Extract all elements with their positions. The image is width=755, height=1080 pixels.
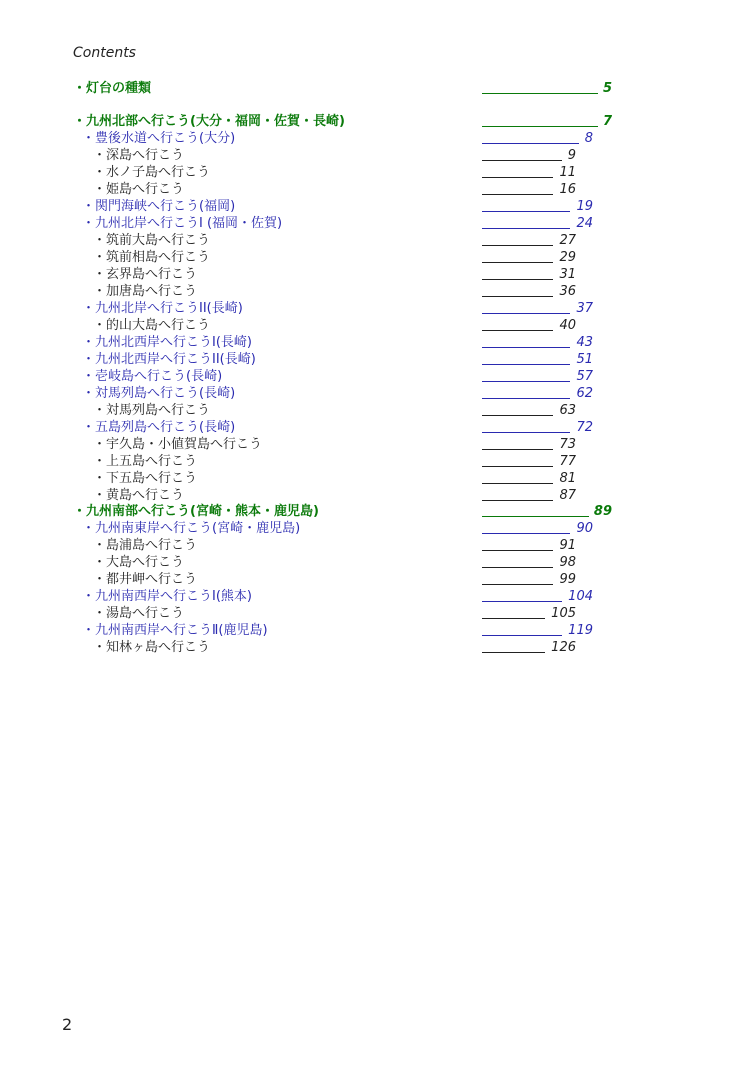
toc-entry-label: ・宇久島・小値賀島へ行こう [93, 437, 263, 452]
toc-leader-line [482, 160, 562, 161]
toc-entry-page: 63 [559, 403, 576, 418]
toc-entry[interactable] [0, 351, 755, 368]
toc-leader-line [482, 194, 553, 195]
toc-entry[interactable] [0, 622, 755, 639]
toc-entry-label: ・豊後水道へ行こう(大分) [82, 131, 236, 146]
toc-leader-line [482, 584, 553, 585]
toc-entry-page: 29 [559, 250, 576, 265]
toc-leader-line [482, 347, 570, 348]
toc-entry-page: 9 [567, 148, 576, 163]
toc-entry[interactable] [0, 215, 755, 232]
toc-entry-page: 77 [559, 454, 576, 469]
toc-entry-label: ・九州北岸へ行こうI (福岡・佐賀) [82, 216, 283, 231]
toc-entry[interactable] [0, 385, 755, 402]
toc-entry[interactable] [0, 487, 755, 504]
toc-entry-label: ・下五島へ行こう [93, 471, 198, 486]
toc-leader-line [482, 93, 598, 94]
toc-entry[interactable] [0, 300, 755, 317]
toc-leader-line [482, 635, 562, 636]
toc-entry-page: 104 [568, 589, 593, 604]
toc-entry-label: ・筑前相島へ行こう [93, 250, 211, 265]
toc-entry[interactable] [0, 402, 755, 419]
toc-entry-page: 89 [593, 504, 612, 519]
toc-leader-line [482, 143, 579, 144]
toc-entry-label: ・筑前大島へ行こう [93, 233, 211, 248]
toc-entry-label: ・黄島へ行こう [93, 488, 185, 503]
toc-leader-line [482, 550, 553, 551]
toc-leader-line [482, 601, 562, 602]
toc-entry[interactable] [0, 232, 755, 249]
toc-entry[interactable] [0, 503, 755, 520]
toc-entry[interactable] [0, 537, 755, 554]
toc-entry-label: ・九州南西岸へ行こうⅡ(鹿児島) [82, 623, 268, 638]
toc-leader-line [482, 618, 545, 619]
toc-leader-line [482, 177, 553, 178]
toc-leader-line [482, 652, 545, 653]
toc-entry[interactable] [0, 419, 755, 436]
toc-entry-page: 5 [602, 81, 612, 96]
toc-entry[interactable] [0, 571, 755, 588]
toc-entry[interactable] [0, 198, 755, 215]
toc-entry-label: ・九州北岸へ行こうII(長崎) [82, 301, 243, 316]
toc-entry[interactable] [0, 147, 755, 164]
toc-leader-line [482, 415, 553, 416]
toc-entry[interactable] [0, 436, 755, 453]
toc-entry-label: ・九州北西岸へ行こうII(長崎) [82, 352, 256, 367]
toc-leader-line [482, 533, 570, 534]
toc-entry-label: ・九州南東岸へ行こう(宮崎・鹿児島) [82, 521, 301, 536]
toc-entry-page: 105 [551, 606, 576, 621]
toc-entry-page: 91 [559, 538, 576, 553]
toc-leader-line [482, 483, 553, 484]
toc-entry[interactable] [0, 181, 755, 198]
toc-entry[interactable] [0, 249, 755, 266]
toc-entry-page: 37 [576, 301, 593, 316]
toc-entry-label: ・九州北西岸へ行こうI(長崎) [82, 335, 252, 350]
toc-entry[interactable] [0, 80, 755, 97]
toc-leader-line [482, 296, 553, 297]
toc-leader-line [482, 432, 570, 433]
toc-entry[interactable] [0, 283, 755, 300]
toc-entry-page: 27 [559, 233, 576, 248]
toc-entry[interactable] [0, 113, 755, 130]
toc-entry[interactable] [0, 639, 755, 656]
toc-entry[interactable] [0, 317, 755, 334]
toc-entry-page: 73 [559, 437, 576, 452]
toc-leader-line [482, 211, 570, 212]
toc-entry-label: ・大島へ行こう [93, 555, 185, 570]
toc-entry-label: ・湯島へ行こう [93, 606, 185, 621]
toc-entry[interactable] [0, 588, 755, 605]
toc-leader-line [482, 449, 553, 450]
toc-entry-page: 43 [576, 335, 593, 350]
toc-leader-line [482, 245, 553, 246]
toc-leader-line [482, 126, 598, 127]
toc-entry[interactable] [0, 605, 755, 622]
toc-leader-line [482, 364, 570, 365]
toc-entry-label: ・島浦島へ行こう [93, 538, 198, 553]
toc-leader-line [482, 516, 589, 517]
toc-leader-line [482, 500, 553, 501]
toc-entry-page: 51 [576, 352, 593, 367]
toc-entry-label: ・壱岐島へ行こう(長崎) [82, 369, 223, 384]
page-number: 2 [62, 1015, 73, 1034]
toc-leader-line [482, 313, 570, 314]
toc-entry[interactable] [0, 164, 755, 181]
toc-entry[interactable] [0, 470, 755, 487]
toc-entry-page: 99 [559, 572, 576, 587]
toc-entry[interactable] [0, 130, 755, 147]
toc-entry-label: ・対馬列島へ行こう [93, 403, 211, 418]
toc-entry-label: ・知林ヶ島へ行こう [93, 640, 211, 655]
toc-leader-line [482, 262, 553, 263]
toc-entry-label: ・的山大島へ行こう [93, 318, 211, 333]
toc-entry-label: ・上五島へ行こう [93, 454, 198, 469]
toc-entry[interactable] [0, 266, 755, 283]
toc-entry-page: 119 [568, 623, 593, 638]
toc-leader-line [482, 330, 553, 331]
toc-entry[interactable] [0, 520, 755, 537]
toc-entry-label: ・関門海峡へ行こう(福岡) [82, 199, 236, 214]
toc-entry[interactable] [0, 554, 755, 571]
toc-entry-page: 40 [559, 318, 576, 333]
toc-entry-page: 8 [584, 131, 593, 146]
toc-entry[interactable] [0, 334, 755, 351]
toc-entry-label: ・水ノ子島へ行こう [93, 165, 211, 180]
toc-entry[interactable] [0, 453, 755, 470]
toc-entry-page: 19 [576, 199, 593, 214]
toc-leader-line [482, 228, 570, 229]
toc-entry-label: ・対馬列島へ行こう(長崎) [82, 386, 236, 401]
toc-leader-line [482, 567, 553, 568]
toc-entry-label: ・九州北部へ行こう(大分・福岡・佐賀・長崎) [73, 114, 345, 129]
toc-entry-label: ・都井岬へ行こう [93, 572, 198, 587]
toc-leader-line [482, 398, 570, 399]
toc-entry-page: 36 [559, 284, 576, 299]
toc-entry-page: 126 [551, 640, 576, 655]
toc-entry-label: ・灯台の種類 [73, 81, 152, 96]
toc-entry-page: 7 [602, 114, 612, 129]
toc-entry-label: ・九州南西岸へ行こうⅠ(熊本) [82, 589, 252, 604]
toc-entry-label: ・深島へ行こう [93, 148, 185, 163]
toc-entry-page: 72 [576, 420, 593, 435]
toc-entry[interactable] [0, 368, 755, 385]
toc-entry-page: 81 [559, 471, 576, 486]
toc-entry-page: 16 [559, 182, 576, 197]
toc-entry-page: 62 [576, 386, 593, 401]
toc-entry-page: 98 [559, 555, 576, 570]
toc-entry-page: 11 [559, 165, 576, 180]
toc-leader-line [482, 466, 553, 467]
toc-entry-label: ・加唐島へ行こう [93, 284, 198, 299]
toc-entry-label: ・九州南部へ行こう(宮崎・熊本・鹿児島) [73, 504, 319, 519]
toc-entry-label: ・玄界島へ行こう [93, 267, 198, 282]
toc-entry-label: ・姫島へ行こう [93, 182, 185, 197]
toc-entry-page: 87 [559, 488, 576, 503]
toc-leader-line [482, 381, 570, 382]
toc-leader-line [482, 279, 553, 280]
toc-entry-page: 90 [576, 521, 593, 536]
contents-heading: Contents [73, 45, 136, 61]
toc-entry-page: 57 [576, 369, 593, 384]
toc-entry-page: 24 [576, 216, 593, 231]
toc-entry-label: ・五島列島へ行こう(長崎) [82, 420, 236, 435]
toc-entry-page: 31 [559, 267, 576, 282]
